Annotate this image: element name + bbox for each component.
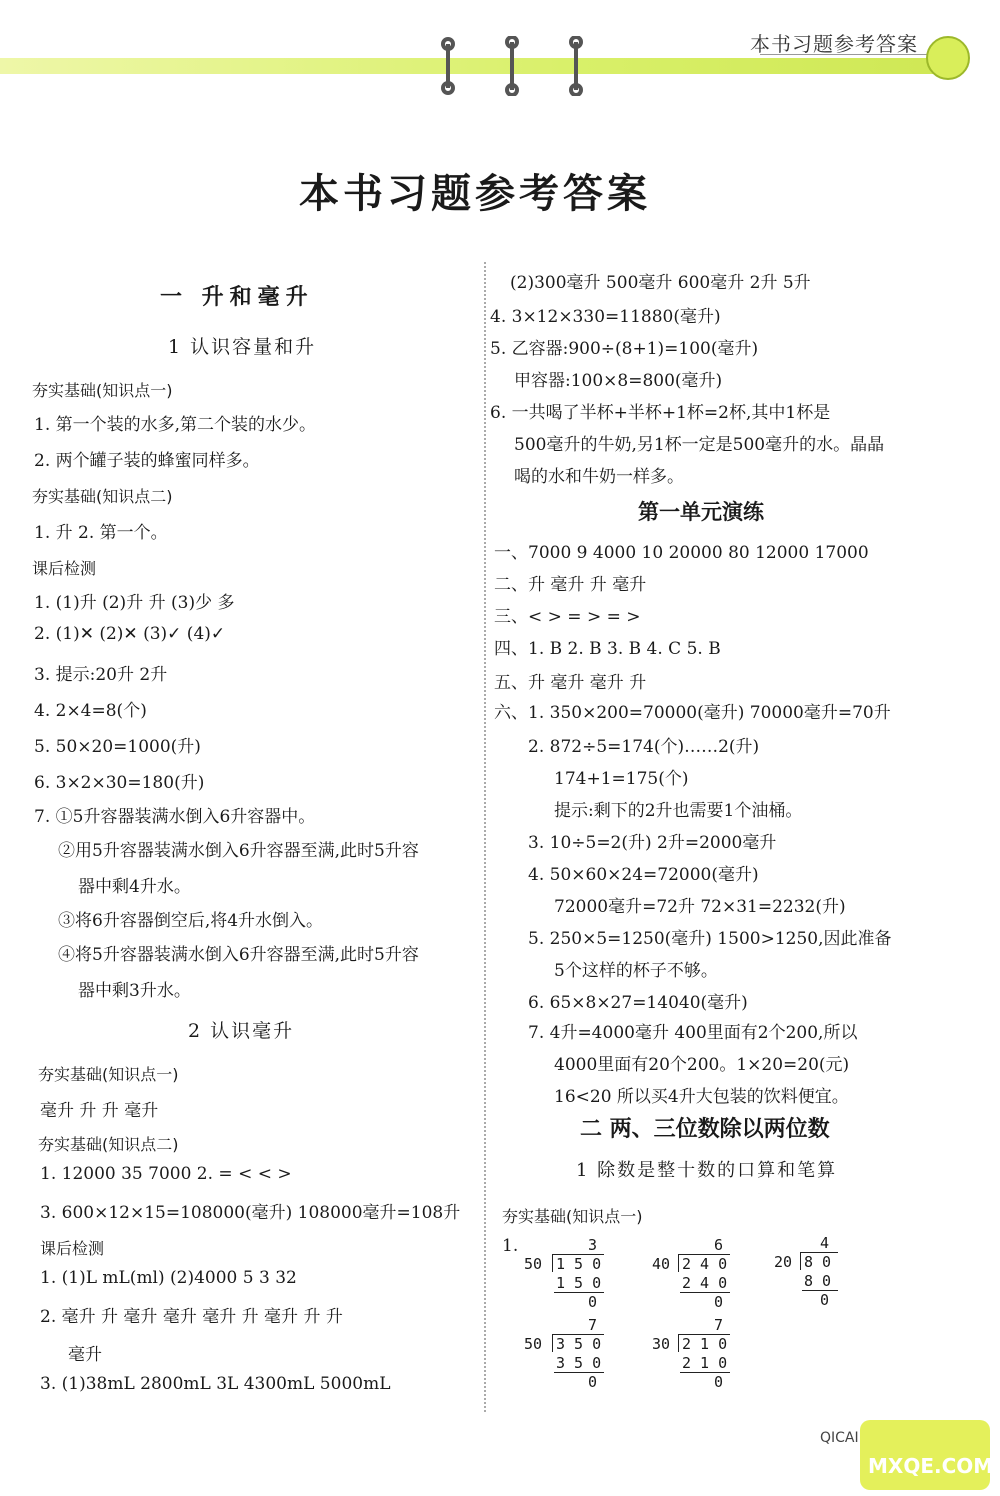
- answer-line: 5个这样的杯子不够。: [554, 961, 718, 981]
- answer-line: 1. (1)升 (2)升 升 (3)少 多: [34, 593, 235, 613]
- section-heading: 1 认识容量和升: [168, 336, 317, 358]
- answer-line: 1. 12000 35 7000 2. = < < >: [40, 1164, 292, 1184]
- dividend: 2 1 0: [682, 1335, 728, 1353]
- answer-line: 4. 2×4=8(个): [34, 701, 147, 721]
- partial-product: 2 1 0: [682, 1354, 728, 1372]
- answer-line: 喝的水和牛奶一样多。: [514, 467, 684, 487]
- answer-line: 72000毫升=72升 72×31=2232(升): [554, 897, 846, 917]
- quotient: 3: [588, 1236, 598, 1254]
- division-bracket: [678, 1334, 679, 1352]
- page-title: 本书习题参考答案: [299, 171, 651, 217]
- answer-line: 器中剩3升水。: [78, 981, 191, 1001]
- answer-line: 4. 3×12×330=11880(毫升): [490, 307, 721, 327]
- division-bracket: [800, 1252, 801, 1270]
- answer-line: 2. 872÷5=174(个)……2(升): [528, 737, 760, 757]
- answer-line: 3. (1)38mL 2800mL 3L 4300mL 5000mL: [40, 1374, 391, 1394]
- long-division-5: [652, 1316, 742, 1396]
- dividend: 2 4 0: [682, 1255, 728, 1273]
- remainder: 0: [714, 1373, 724, 1391]
- long-division-4: [524, 1316, 614, 1396]
- remainder: 0: [588, 1293, 598, 1311]
- answer-line: 7. 4升=4000毫升 400里面有2个200,所以: [528, 1023, 858, 1043]
- partial-product: 3 5 0: [556, 1354, 602, 1372]
- subsection-heading: 夯实基础(知识点二): [38, 1135, 179, 1154]
- subsection-heading: 夯实基础(知识点一): [502, 1207, 643, 1226]
- answer-line: 1. 第一个装的水多,第二个装的水少。: [34, 415, 317, 435]
- subsection-heading: 夯实基础(知识点一): [32, 381, 173, 400]
- mascot-icon: [926, 36, 970, 80]
- answer-line: 四、1. B 2. B 3. B 4. C 5. B: [494, 639, 721, 659]
- partial-product: 2 4 0: [682, 1274, 728, 1292]
- answer-line: 毫升 升 升 毫升: [40, 1101, 159, 1121]
- division-bracket: [552, 1334, 553, 1352]
- divisor: 40: [652, 1255, 671, 1273]
- answer-line: 174+1=175(个): [554, 769, 689, 789]
- chapter-heading: 二 两、三位数除以两位数: [580, 1117, 830, 1142]
- answer-line: ②用5升容器装满水倒入6升容器至满,此时5升容: [58, 841, 419, 861]
- answer-line: 5. 250×5=1250(毫升) 1500>1250,因此准备: [528, 929, 892, 949]
- section-heading: 1 除数是整十数的口算和笔算: [576, 1160, 838, 1181]
- answer-line: 4. 50×60×24=72000(毫升): [528, 865, 759, 885]
- answer-line: 器中剩4升水。: [78, 877, 191, 897]
- answer-line: 6. 65×8×27=14040(毫升): [528, 993, 748, 1013]
- subsection-heading: 夯实基础(知识点二): [32, 487, 173, 506]
- remainder: 0: [820, 1291, 830, 1309]
- answer-line: 六、1. 350×200=70000(毫升) 70000毫升=70升: [494, 703, 891, 723]
- quotient: 7: [588, 1316, 598, 1334]
- quotient: 7: [714, 1316, 724, 1334]
- chapter-heading: 一 升和毫升: [160, 285, 314, 310]
- answer-line: 6. 3×2×30=180(升): [34, 773, 205, 793]
- long-division-1: [524, 1236, 614, 1316]
- answer-line: (2)300毫升 500毫升 600毫升 2升 5升: [510, 273, 811, 293]
- answer-line: 3. 600×12×15=108000(毫升) 108000毫升=108升: [40, 1203, 461, 1223]
- division-bracket: [678, 1254, 679, 1272]
- divisor: 20: [774, 1253, 793, 1271]
- watermark-text: MXQE.COM: [868, 1454, 994, 1478]
- answer-line: 2. (1)✕ (2)✕ (3)✓ (4)✓: [34, 624, 226, 644]
- answer-line: 3. 提示:20升 2升: [34, 665, 168, 685]
- answer-line: 甲容器:100×8=800(毫升): [514, 371, 723, 391]
- quotient: 4: [820, 1234, 830, 1252]
- subsection-heading: 课后检测: [32, 559, 97, 578]
- dividend: 3 5 0: [556, 1335, 602, 1353]
- subsection-heading: 夯实基础(知识点一): [38, 1065, 179, 1084]
- answer-line: ④将5升容器装满水倒入6升容器至满,此时5升容: [58, 945, 419, 965]
- answer-line: 提示:剩下的2升也需要1个油桶。: [554, 801, 803, 821]
- remainder: 0: [714, 1293, 724, 1311]
- answer-line: 5. 乙容器:900÷(8+1)=100(毫升): [490, 339, 759, 359]
- remainder: 0: [588, 1373, 598, 1391]
- question-number: 1.: [502, 1236, 519, 1256]
- binder-rings-icon: [430, 36, 600, 96]
- answer-line: 五、升 毫升 毫升 升: [494, 673, 647, 693]
- answer-line: 3. 10÷5=2(升) 2升=2000毫升: [528, 833, 777, 853]
- answer-line: 二、升 毫升 升 毫升: [494, 575, 647, 595]
- long-division-2: [652, 1236, 742, 1316]
- divisor: 50: [524, 1335, 543, 1353]
- answer-line: 16<20 所以买4升大包装的饮料便宜。: [554, 1087, 849, 1107]
- unit-review-heading: 第一单元演练: [638, 500, 764, 524]
- quotient: 6: [714, 1236, 724, 1254]
- answer-line: 6. 一共喝了半杯+半杯+1杯=2杯,其中1杯是: [490, 403, 831, 423]
- answer-line: 2. 毫升 升 毫升 毫升 毫升 升 毫升 升 升: [40, 1307, 343, 1327]
- answer-line: 一、7000 9 4000 10 20000 80 12000 17000: [494, 543, 869, 563]
- answer-line: 5. 50×20=1000(升): [34, 737, 201, 757]
- answer-line: 7. ①5升容器装满水倒入6升容器中。: [34, 807, 316, 827]
- long-division-3: [774, 1234, 854, 1314]
- subsection-heading: 课后检测: [40, 1239, 105, 1258]
- partial-product: 8 0: [804, 1272, 832, 1290]
- section-heading: 2 认识毫升: [188, 1020, 295, 1042]
- partial-product: 1 5 0: [556, 1274, 602, 1292]
- answer-line: 500毫升的牛奶,另1杯一定是500毫升的水。晶晶: [514, 435, 885, 455]
- answer-line: 1. (1)L mL(ml) (2)4000 5 3 32: [40, 1268, 297, 1288]
- answer-line: ③将6升容器倒空后,将4升水倒入。: [58, 911, 324, 931]
- answer-line: 1. 升 2. 第一个。: [34, 523, 168, 543]
- footer-brand: QICAI: [820, 1430, 859, 1446]
- dividend: 1 5 0: [556, 1255, 602, 1273]
- dividend: 8 0: [804, 1253, 832, 1271]
- divisor: 50: [524, 1255, 543, 1273]
- answer-line: 三、< > = > = >: [494, 607, 641, 627]
- answer-line: 4000里面有20个200。1×20=20(元): [554, 1055, 850, 1075]
- watermark-logo: [860, 1420, 994, 1490]
- divisor: 30: [652, 1335, 671, 1353]
- division-bracket: [552, 1254, 553, 1272]
- answer-line: 2. 两个罐子装的蜂蜜同样多。: [34, 451, 260, 471]
- column-divider: [484, 262, 486, 1412]
- header-label: 本书习题参考答案: [750, 32, 918, 56]
- answer-line: 毫升: [68, 1345, 102, 1365]
